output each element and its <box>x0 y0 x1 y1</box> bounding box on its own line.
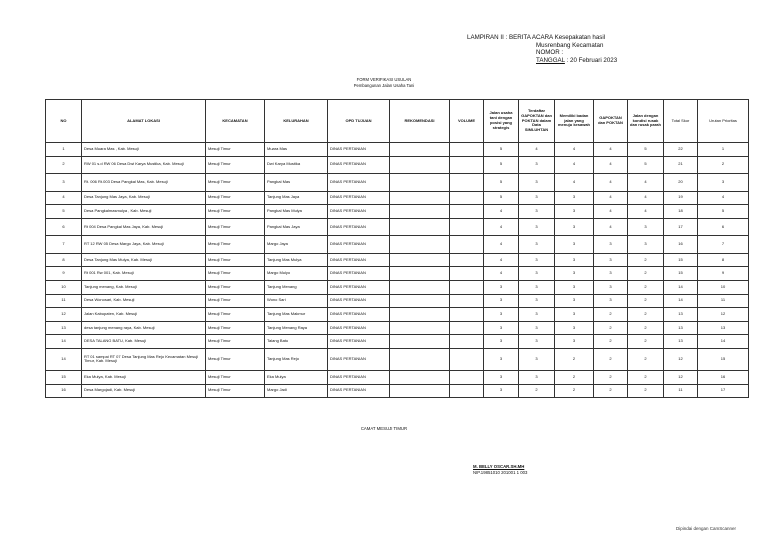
row-urutan: 7 <box>698 236 749 254</box>
row-criteria-1: 3 <box>484 308 519 322</box>
row-criteria-5: 4 <box>628 174 664 192</box>
row-criteria-5: 2 <box>628 335 664 349</box>
row-criteria-3: 3 <box>555 205 594 219</box>
lampiran-line-2: Musrenbang Kecamatan <box>536 41 604 49</box>
scanner-watermark: Dipindai dengan CamScanner <box>675 526 736 531</box>
row-total: 16 <box>664 236 698 254</box>
row-no: 8 <box>46 253 82 267</box>
row-urutan: 16 <box>698 370 749 384</box>
header-criteria-4: GAPOKTAN dan POKTAN <box>594 100 628 143</box>
row-criteria-1: 5 <box>484 143 519 157</box>
row-opd: DINAS PERTANIAN <box>328 348 390 370</box>
row-criteria-4: 2 <box>594 384 628 398</box>
verification-table <box>45 99 749 398</box>
row-urutan: 2 <box>698 156 749 174</box>
form-subtitle: Pembangunan Jalan Usaha Tani <box>353 82 415 88</box>
row-alamat: Desa Muara Mas , Kab. Mesuji <box>82 143 206 157</box>
row-kecamatan: Mesuji Timur <box>206 174 265 192</box>
table-row <box>46 191 749 205</box>
row-rekomendasi <box>390 294 450 308</box>
row-total: 13 <box>664 308 698 322</box>
row-rekomendasi <box>390 280 450 294</box>
row-kelurahan: Wono Sari <box>265 294 328 308</box>
row-criteria-5: 2 <box>628 308 664 322</box>
row-criteria-4: 3 <box>594 236 628 254</box>
row-criteria-4: 4 <box>594 205 628 219</box>
row-alamat: DESA TALANG BATU, Kab. Mesuji <box>82 335 206 349</box>
row-alamat: Desa Tanjung Mas Mulya, Kab. Mesuji <box>82 253 206 267</box>
row-criteria-2: 3 <box>519 370 555 384</box>
row-criteria-3: 2 <box>555 370 594 384</box>
signature-name: M. BELLY OSCAR.SH.MH <box>473 464 525 469</box>
row-opd: DINAS PERTANIAN <box>328 236 390 254</box>
row-rekomendasi <box>390 205 450 219</box>
row-rekomendasi <box>390 384 450 398</box>
row-criteria-1: 3 <box>484 294 519 308</box>
row-opd: DINAS PERTANIAN <box>328 384 390 398</box>
row-total: 17 <box>664 218 698 236</box>
row-alamat: desa tanjung menang raya, Kab. Mesuji <box>82 321 206 335</box>
header-kelurahan: KELURAHAN <box>265 100 328 143</box>
row-alamat: Desa Margojadi, Kab. Mesuji <box>82 384 206 398</box>
row-volume <box>450 335 484 349</box>
row-alamat: Rt 001 Rw 001, Kab. Mesuji <box>82 267 206 281</box>
row-kecamatan: Mesuji Timur <box>206 280 265 294</box>
row-criteria-3: 3 <box>555 191 594 205</box>
row-volume <box>450 308 484 322</box>
header-alamat: ALAMAT LOKASI <box>82 100 206 143</box>
row-criteria-4: 2 <box>594 308 628 322</box>
row-total: 14 <box>664 280 698 294</box>
row-opd: DINAS PERTANIAN <box>328 156 390 174</box>
row-volume <box>450 191 484 205</box>
row-criteria-2: 3 <box>519 294 555 308</box>
row-criteria-2: 3 <box>519 321 555 335</box>
row-volume <box>450 294 484 308</box>
row-kelurahan: Dwi Karya Mustika <box>265 156 328 174</box>
row-kelurahan: Tanjung Menang Raya <box>265 321 328 335</box>
row-opd: DINAS PERTANIAN <box>328 191 390 205</box>
row-kecamatan: Mesuji Timur <box>206 218 265 236</box>
row-no: 13 <box>46 321 82 335</box>
header-criteria-2: Terdaftar GAPOKTAN dan POKTAN dalam Data SIMLUHTAN <box>519 100 555 143</box>
row-kelurahan: Pangkal Mas <box>265 174 328 192</box>
row-alamat: RT 01 sampai RT 07 Desa Tanjung Mas Rejo Kecamatan Mesuji Timur, Kab. Mesuji <box>82 348 206 370</box>
row-criteria-4: 3 <box>594 294 628 308</box>
row-kecamatan: Mesuji Timur <box>206 308 265 322</box>
row-criteria-1: 4 <box>484 205 519 219</box>
row-kecamatan: Mesuji Timur <box>206 191 265 205</box>
row-criteria-5: 2 <box>628 321 664 335</box>
header-criteria-5: Jalan dengan kondisi rusak dan rusak parah <box>628 100 664 143</box>
header-no: NO <box>46 100 82 143</box>
row-total: 18 <box>664 205 698 219</box>
row-criteria-3: 3 <box>555 218 594 236</box>
row-criteria-3: 3 <box>555 253 594 267</box>
row-criteria-5: 2 <box>628 267 664 281</box>
row-no: 16 <box>46 384 82 398</box>
row-criteria-2: 3 <box>519 205 555 219</box>
row-rekomendasi <box>390 174 450 192</box>
row-volume <box>450 218 484 236</box>
row-urutan: 10 <box>698 280 749 294</box>
signature-title: CAMAT MESUJI TIMUR <box>360 426 408 431</box>
row-criteria-1: 5 <box>484 156 519 174</box>
row-alamat: Desa Pangkalmasmulya , Kab. Mesuji <box>82 205 206 219</box>
row-criteria-4: 2 <box>594 348 628 370</box>
row-criteria-2: 3 <box>519 191 555 205</box>
row-criteria-3: 4 <box>555 174 594 192</box>
row-total: 19 <box>664 191 698 205</box>
row-criteria-3: 2 <box>555 348 594 370</box>
row-rekomendasi <box>390 370 450 384</box>
row-volume <box>450 174 484 192</box>
row-criteria-5: 4 <box>628 191 664 205</box>
row-rekomendasi <box>390 267 450 281</box>
row-criteria-5: 2 <box>628 253 664 267</box>
table-row <box>46 321 749 335</box>
row-total: 12 <box>664 370 698 384</box>
row-criteria-3: 3 <box>555 294 594 308</box>
row-opd: DINAS PERTANIAN <box>328 308 390 322</box>
form-title: FORM VERIFIKASI USULAN <box>356 77 412 82</box>
row-criteria-3: 4 <box>555 143 594 157</box>
row-kelurahan: Tanjung Mas Mulya <box>265 253 328 267</box>
row-no: 12 <box>46 308 82 322</box>
row-rekomendasi <box>390 218 450 236</box>
lampiran-header <box>467 34 617 64</box>
row-kelurahan: Tanjung Mas Makmur <box>265 308 328 322</box>
row-criteria-3: 3 <box>555 321 594 335</box>
row-criteria-2: 3 <box>519 280 555 294</box>
row-criteria-5: 5 <box>628 156 664 174</box>
row-opd: DINAS PERTANIAN <box>328 143 390 157</box>
table-row <box>46 335 749 349</box>
row-criteria-4: 4 <box>594 156 628 174</box>
row-criteria-1: 3 <box>484 384 519 398</box>
row-alamat: Rt. 006 Rt.003 Desa Pangkal Mas, Kab. Mesuji <box>82 174 206 192</box>
table-row <box>46 174 749 192</box>
table-row <box>46 156 749 174</box>
row-kecamatan: Mesuji Timur <box>206 294 265 308</box>
row-criteria-2: 3 <box>519 335 555 349</box>
row-no: 14 <box>46 348 82 370</box>
row-urutan: 6 <box>698 218 749 236</box>
row-alamat: Jalan Kabupaten, Kab. Mesuji <box>82 308 206 322</box>
row-criteria-4: 2 <box>594 370 628 384</box>
header-urutan: Urutan Prioritas <box>698 100 749 143</box>
row-criteria-2: 3 <box>519 308 555 322</box>
row-rekomendasi <box>390 191 450 205</box>
row-criteria-2: 4 <box>519 143 555 157</box>
row-criteria-1: 3 <box>484 348 519 370</box>
row-no: 11 <box>46 294 82 308</box>
row-kecamatan: Mesuji Timur <box>206 236 265 254</box>
row-criteria-2: 3 <box>519 218 555 236</box>
header-rekomendasi: REKOMENDASI <box>390 100 450 143</box>
row-criteria-5: 2 <box>628 384 664 398</box>
row-no: 7 <box>46 236 82 254</box>
row-urutan: 1 <box>698 143 749 157</box>
row-criteria-5: 5 <box>628 143 664 157</box>
row-no: 5 <box>46 205 82 219</box>
table-row <box>46 348 749 370</box>
row-no: 6 <box>46 218 82 236</box>
row-total: 12 <box>664 348 698 370</box>
row-volume <box>450 205 484 219</box>
row-rekomendasi <box>390 156 450 174</box>
row-volume <box>450 384 484 398</box>
row-criteria-5: 2 <box>628 348 664 370</box>
row-criteria-2: 3 <box>519 174 555 192</box>
row-volume <box>450 236 484 254</box>
row-kelurahan: Tanjung Mas Jaya <box>265 191 328 205</box>
row-criteria-5: 4 <box>628 205 664 219</box>
row-alamat: RW 01 s.d RW 06 Desa Dwi Karya Mustika, Kab. Mesuji <box>82 156 206 174</box>
header-criteria-1: Jalan usaha tani dengan posisi yang strategis <box>484 100 519 143</box>
row-kelurahan: Pangkal Mas Mulya <box>265 205 328 219</box>
row-opd: DINAS PERTANIAN <box>328 267 390 281</box>
row-criteria-4: 3 <box>594 267 628 281</box>
table-row <box>46 370 749 384</box>
row-criteria-1: 4 <box>484 253 519 267</box>
row-criteria-3: 3 <box>555 280 594 294</box>
row-total: 15 <box>664 253 698 267</box>
row-volume <box>450 143 484 157</box>
row-kelurahan: Tanjung Mas Rejo <box>265 348 328 370</box>
row-no: 15 <box>46 370 82 384</box>
row-kelurahan: Tanjung Menang <box>265 280 328 294</box>
table-row <box>46 218 749 236</box>
table-row <box>46 267 749 281</box>
table-row <box>46 280 749 294</box>
header-volume: VOLUME <box>450 100 484 143</box>
header-opd: OPD TUJUAN <box>328 100 390 143</box>
row-kecamatan: Mesuji Timur <box>206 205 265 219</box>
row-total: 13 <box>664 335 698 349</box>
row-kelurahan: Muara Mas <box>265 143 328 157</box>
row-criteria-1: 3 <box>484 321 519 335</box>
row-criteria-2: 2 <box>519 384 555 398</box>
row-alamat: Desa Wonosari, Kab. Mesuji <box>82 294 206 308</box>
row-total: 15 <box>664 267 698 281</box>
row-urutan: 13 <box>698 321 749 335</box>
row-opd: DINAS PERTANIAN <box>328 370 390 384</box>
row-volume <box>450 348 484 370</box>
row-rekomendasi <box>390 308 450 322</box>
row-criteria-1: 3 <box>484 280 519 294</box>
row-criteria-1: 3 <box>484 370 519 384</box>
row-criteria-5: 2 <box>628 370 664 384</box>
row-criteria-2: 3 <box>519 253 555 267</box>
row-rekomendasi <box>390 335 450 349</box>
row-total: 21 <box>664 156 698 174</box>
row-no: 4 <box>46 191 82 205</box>
row-urutan: 11 <box>698 294 749 308</box>
row-no: 3 <box>46 174 82 192</box>
row-total: 20 <box>664 174 698 192</box>
row-alamat: Eka Mulya, Kab. Mesuji <box>82 370 206 384</box>
table-row <box>46 205 749 219</box>
row-criteria-4: 2 <box>594 335 628 349</box>
row-urutan: 14 <box>698 335 749 349</box>
row-criteria-3: 3 <box>555 308 594 322</box>
row-criteria-3: 3 <box>555 236 594 254</box>
row-criteria-1: 4 <box>484 267 519 281</box>
row-criteria-4: 3 <box>594 253 628 267</box>
row-criteria-4: 4 <box>594 174 628 192</box>
row-no: 10 <box>46 280 82 294</box>
lampiran-line-4 <box>467 57 617 65</box>
table-row <box>46 253 749 267</box>
row-rekomendasi <box>390 143 450 157</box>
row-criteria-1: 4 <box>484 218 519 236</box>
row-opd: DINAS PERTANIAN <box>328 294 390 308</box>
row-criteria-4: 4 <box>594 143 628 157</box>
row-volume <box>450 280 484 294</box>
table-row <box>46 384 749 398</box>
row-kecamatan: Mesuji Timur <box>206 370 265 384</box>
row-criteria-2: 3 <box>519 267 555 281</box>
row-kelurahan: Eka Mulya <box>265 370 328 384</box>
row-total: 11 <box>664 384 698 398</box>
row-criteria-2: 3 <box>519 156 555 174</box>
row-total: 13 <box>664 321 698 335</box>
row-volume <box>450 253 484 267</box>
row-opd: DINAS PERTANIAN <box>328 174 390 192</box>
row-criteria-5: 3 <box>628 218 664 236</box>
row-total: 14 <box>664 294 698 308</box>
row-no: 2 <box>46 156 82 174</box>
table-header-row <box>46 100 749 143</box>
row-alamat: Tanjung menang, Kab. Mesuji <box>82 280 206 294</box>
row-kecamatan: Mesuji Timur <box>206 384 265 398</box>
row-kecamatan: Mesuji Timur <box>206 348 265 370</box>
row-alamat: RT 12 RW 05 Desa Margo Jaya, Kab. Mesuji <box>82 236 206 254</box>
row-criteria-2: 3 <box>519 236 555 254</box>
row-kelurahan: Margo Mulyo <box>265 267 328 281</box>
row-kecamatan: Mesuji Timur <box>206 253 265 267</box>
row-no: 14 <box>46 335 82 349</box>
row-criteria-1: 5 <box>484 191 519 205</box>
row-kecamatan: Mesuji Timur <box>206 335 265 349</box>
signature-nip: NIP.19851010 201001 1 003 <box>473 470 528 475</box>
row-urutan: 12 <box>698 308 749 322</box>
row-rekomendasi <box>390 253 450 267</box>
row-criteria-5: 2 <box>628 280 664 294</box>
row-volume <box>450 370 484 384</box>
row-urutan: 3 <box>698 174 749 192</box>
row-criteria-1: 3 <box>484 335 519 349</box>
row-kecamatan: Mesuji Timur <box>206 143 265 157</box>
row-alamat: Desa Tanjung Mas Jaya, Kab. Mesuji <box>82 191 206 205</box>
row-urutan: 15 <box>698 348 749 370</box>
row-kelurahan: Pangkal Mas Jaya <box>265 218 328 236</box>
header-total: Total Skor <box>664 100 698 143</box>
row-no: 1 <box>46 143 82 157</box>
table-row <box>46 294 749 308</box>
tanggal-value: : 20 Februari 2023 <box>564 56 618 64</box>
row-criteria-4: 4 <box>594 218 628 236</box>
row-opd: DINAS PERTANIAN <box>328 321 390 335</box>
tanggal-label: TANGGAL <box>536 56 565 64</box>
row-no: 9 <box>46 267 82 281</box>
row-kelurahan: Margo Jadi <box>265 384 328 398</box>
table-row <box>46 236 749 254</box>
table-row <box>46 308 749 322</box>
row-rekomendasi <box>390 348 450 370</box>
row-criteria-5: 3 <box>628 236 664 254</box>
row-criteria-3: 3 <box>555 335 594 349</box>
row-kelurahan: Talang Batu <box>265 335 328 349</box>
row-criteria-3: 4 <box>555 156 594 174</box>
row-opd: DINAS PERTANIAN <box>328 253 390 267</box>
signature-block <box>473 464 527 476</box>
row-opd: DINAS PERTANIAN <box>328 218 390 236</box>
row-urutan: 9 <box>698 267 749 281</box>
table-row <box>46 143 749 157</box>
row-criteria-1: 5 <box>484 174 519 192</box>
row-criteria-1: 4 <box>484 236 519 254</box>
header-criteria-3: Memiliki badan jalan yang menuju kesawah <box>555 100 594 143</box>
row-urutan: 8 <box>698 253 749 267</box>
row-urutan: 17 <box>698 384 749 398</box>
row-criteria-5: 2 <box>628 294 664 308</box>
row-criteria-4: 3 <box>594 280 628 294</box>
row-kecamatan: Mesuji Timur <box>206 321 265 335</box>
lampiran-line-1: LAMPIRAN II : BERITA ACARA Kesepakatan hasil <box>467 34 606 41</box>
row-criteria-4: 4 <box>594 191 628 205</box>
row-opd: DINAS PERTANIAN <box>328 335 390 349</box>
row-opd: DINAS PERTANIAN <box>328 205 390 219</box>
row-criteria-4: 2 <box>594 321 628 335</box>
row-kecamatan: Mesuji Timur <box>206 267 265 281</box>
row-total: 22 <box>664 143 698 157</box>
row-volume <box>450 321 484 335</box>
row-criteria-3: 3 <box>555 267 594 281</box>
row-rekomendasi <box>390 236 450 254</box>
lampiran-line-3: NOMOR : <box>536 49 564 57</box>
row-criteria-2: 3 <box>519 348 555 370</box>
row-kelurahan: Margo Jaya <box>265 236 328 254</box>
row-alamat: Rt 004 Desa Pangkal Mas Jaya, Kab. Mesuji <box>82 218 206 236</box>
form-title-block <box>0 77 768 88</box>
row-opd: DINAS PERTANIAN <box>328 280 390 294</box>
row-urutan: 4 <box>698 191 749 205</box>
row-rekomendasi <box>390 321 450 335</box>
header-kecamatan: KECAMATAN <box>206 100 265 143</box>
row-volume <box>450 267 484 281</box>
row-kecamatan: Mesuji Timur <box>206 156 265 174</box>
row-urutan: 5 <box>698 205 749 219</box>
row-criteria-3: 2 <box>555 384 594 398</box>
row-volume <box>450 156 484 174</box>
